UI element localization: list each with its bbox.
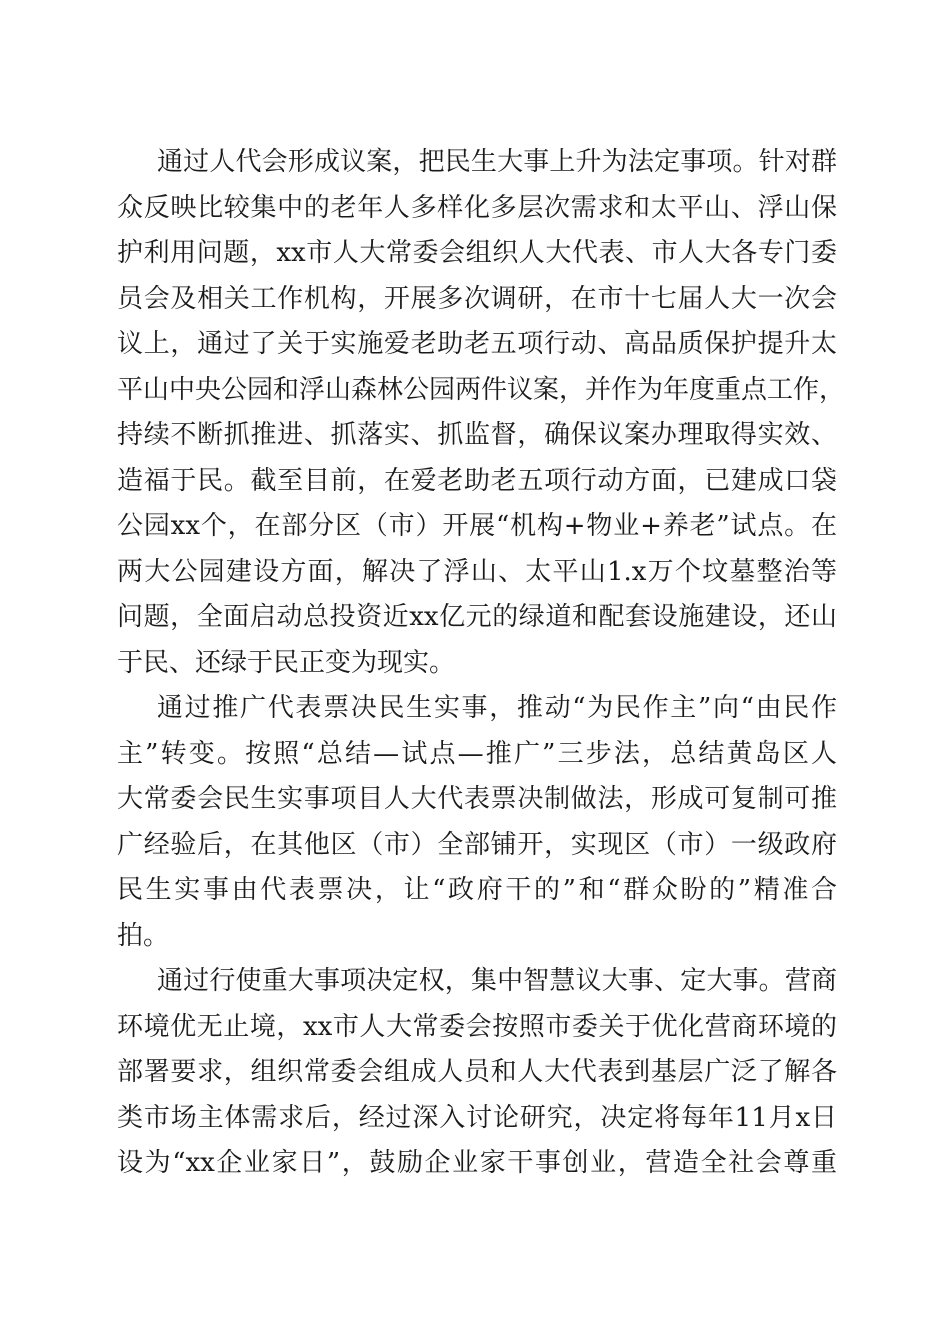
paragraph-1-line-7: 持续不断抓推进、抓落实、抓监督，确保议案办理取得实效、 <box>117 420 837 450</box>
paragraph-2-line-2: 主”转变。按照“总结—试点—推广”三步法，总结黄岛区人 <box>117 738 837 769</box>
body-text <box>117 140 846 1187</box>
paragraph-1-line-3: 护利用问题，xx市人大常委会组织人大代表、市人大各专门委 <box>117 238 837 268</box>
paragraph-1-line-10: 两大公园建设方面，解决了浮山、太平山1.x万个坟墓整治等 <box>117 556 837 587</box>
paragraph-3-line-1: 通过行使重大事项决定权，集中智慧议大事、定大事。营商 <box>157 966 837 996</box>
paragraph-1-line-5: 议上，通过了关于实施爱老助老五项行动、高品质保护提升太 <box>117 329 837 359</box>
paragraph-1-line-6: 平山中央公园和浮山森林公园两件议案，并作为年度重点工作， <box>117 374 846 405</box>
paragraph-3-line-5: 设为“xx企业家日”，鼓励企业家干事创业，营造全社会尊重 <box>117 1148 837 1178</box>
paragraph-2-line-6: 拍。 <box>117 920 170 951</box>
paragraph-1-line-4: 员会及相关工作机构，开展多次调研，在市十七届人大一次会 <box>117 283 837 314</box>
paragraph-1-line-8: 造福于民。截至目前，在爱老助老五项行动方面，已建成口袋 <box>117 465 837 496</box>
paragraph-2-line-4: 广经验后，在其他区（市）全部铺开，实现区（市）一级政府 <box>117 829 837 860</box>
paragraph-2-line-3: 大常委会民生实事项目人大代表票决制做法，形成可复制可推 <box>117 784 837 814</box>
paragraph-2-line-1: 通过推广代表票决民生实事，推动“为民作主”向“由民作 <box>157 693 837 723</box>
paragraph-1-line-12: 于民、还绿于民正变为现实。 <box>117 647 456 678</box>
paragraph-3-line-3: 部署要求，组织常委会组成人员和人大代表到基层广泛了解各 <box>117 1057 837 1087</box>
paragraph-2-line-5: 民生实事由代表票决，让“政府干的”和“群众盼的”精准合 <box>117 875 837 905</box>
paragraph-1-line-11: 问题，全面启动总投资近xx亿元的绿道和配套设施建设，还山 <box>117 602 837 632</box>
paragraph-1-line-2: 众反映比较集中的老年人多样化多层次需求和太平山、浮山保 <box>117 192 837 223</box>
paragraph-3-line-2: 环境优无止境，xx市人大常委会按照市委关于优化营商环境的 <box>117 1011 837 1042</box>
paragraph-3-line-4: 类市场主体需求后，经过深入讨论研究，决定将每年11月x日 <box>117 1102 837 1133</box>
paragraph-1-line-9: 公园xx个，在部分区（市）开展“机构+物业+养老”试点。在 <box>117 511 837 541</box>
paragraph-1-line-1: 通过人代会形成议案，把民生大事上升为法定事项。针对群 <box>157 147 837 177</box>
